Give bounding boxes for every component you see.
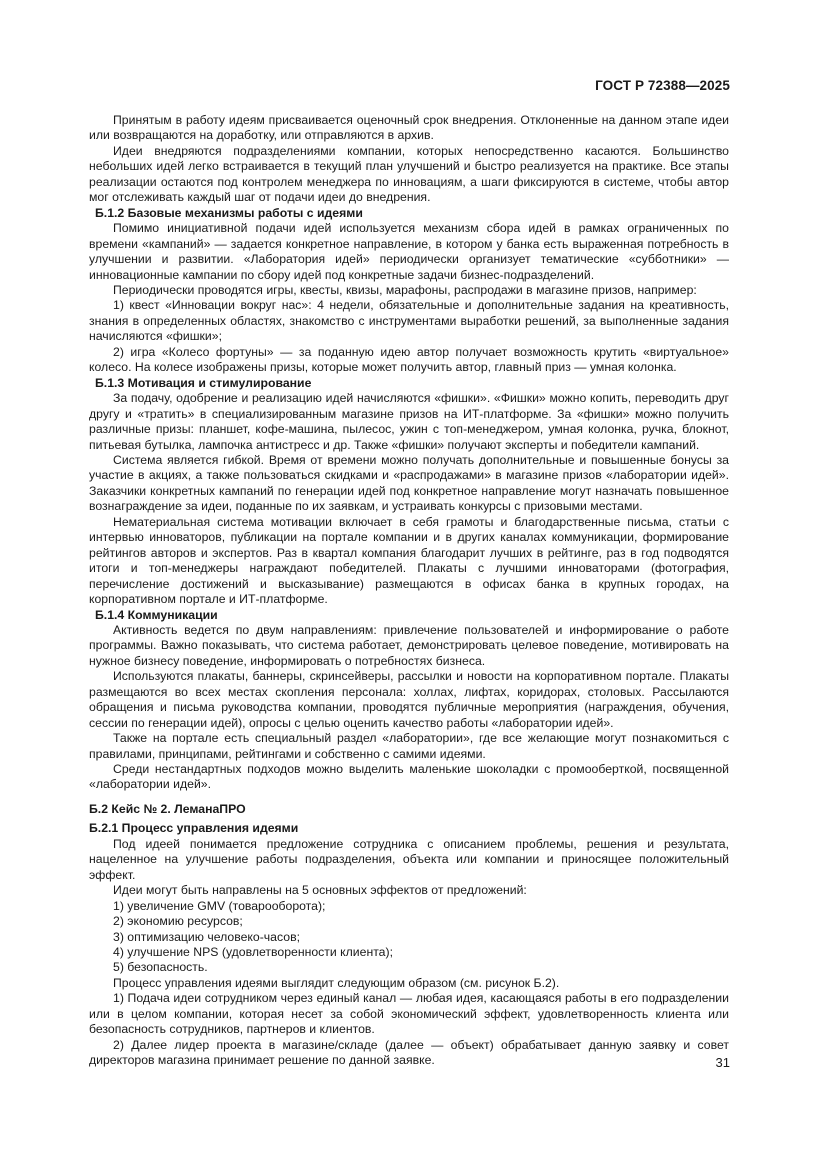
paragraph: Периодически проводятся игры, квесты, квизы, марафоны, распродажи в магазине призов, например: <box>113 282 697 297</box>
section-heading: Б.1.4 Коммуникации <box>95 607 218 622</box>
list-item: 2) экономию ресурсов; <box>113 914 243 929</box>
paragraph: Процесс управления идеями выглядит следующим образом (см. рисунок Б.2). <box>113 975 560 990</box>
paragraph: Используются плакаты, баннеры, скринсейверы, рассылки и новости на корпоративном портале. Плакаты размещаются во всех местах скопления персонала: холлах, лифтах, коридорах, столовых. Рассылаются обращения и письма руководства компании, проводятся публичные мероприятия (награждения, обучения, сессии по генерации идей), опросы с целью оценить качество работы «лаборатории идей». <box>89 669 729 730</box>
list-item: 4) улучшение NPS (удовлетворенности клиента); <box>113 945 393 960</box>
paragraph: Идеи внедряются подразделениями компании, которых непосредственно касаются. Большинство небольших идей легко встраивается в текущий план улучшений и быстро реализуется на практике. Все этапы реализации остаются под контролем менеджера по инновациям, а шаги фиксируются в системе, чтобы автор мог отслеживать каждый шаг от подачи идеи до внедрения. <box>89 143 729 205</box>
list-item: 5) безопасность. <box>113 960 208 975</box>
paragraph: 2) игра «Колесо фортуны» — за поданную идею автор получает возможность крутить «виртуальное» колесо. На колесе изображены призы, которые может получить автор, главный приз — умная колонка. <box>89 344 729 375</box>
section-heading: Б.2.1 Процесс управления идеями <box>89 821 299 836</box>
paragraph: Идеи могут быть направлены на 5 основных эффектов от предложений: <box>113 883 527 898</box>
paragraph: 1) Подача идеи сотрудником через единый канал — любая идея, касающаяся работы в его подразделении или в целом компании, которая несет за собой экономический эффект, удовлетворенность клиента или безопасность сотрудников, партнеров и клиентов. <box>89 991 729 1037</box>
paragraph: Среди нестандартных подходов можно выделить маленькие шоколадки с промооберткой, посвященной «лаборатории идей». <box>89 762 729 792</box>
paragraph: Активность ведется по двум направлениям: привлечение пользователей и информирование о работе программы. Важно показывать, что система работает, демонстрировать целевое поведение, мотивировать на нужное бизнесу поведение, информировать о потребностях бизнеса. <box>89 622 729 668</box>
list-item: 3) оптимизацию человеко-часов; <box>113 929 300 944</box>
paragraph: За подачу, одобрение и реализацию идей начисляются «фишки». «Фишки» можно копить, переводить друг другу и «тратить» в специализированным магазине призов на ИТ-платформе. За «фишки» можно получить различные призы: планшет, кофе-машина, пылесос, ужин с топ-менеджером, умная колонка, ручка, блокнот, питьевая бутылка, лампочка антистресс и др. Также «фишки» получают эксперты и победители кампаний. <box>89 391 729 452</box>
paragraph: Также на портале есть специальный раздел «лаборатории», где все желающие могут познакомиться с правилами, принципами, рейтингами и собственно с самими идеями. <box>89 731 729 761</box>
paragraph: Нематериальная система мотивации включает в себя грамоты и благодарственные письма, статьи с интервью инноваторов, публикации на портале компании и в других каналах коммуникации, формирование рейтингов авторов и экспертов. Раз в квартал компания благодарит лучших в рейтинге, раз в год подводятся итоги и топ-менеджеры награждают победителей. Плакаты с лучшими инноваторами (фотография, перечисление достижений и высказывание) размещаются в офисах банка в крупных городах, на корпоративном портале и ИТ-платформе. <box>89 514 729 607</box>
section-heading: Б.1.2 Базовые механизмы работы с идеями <box>95 205 363 220</box>
paragraph: Принятым в работу идеям присваивается оценочный срок внедрения. Отклоненные на данном этапе идеи или возвращаются на доработку, или отправляются в архив. <box>89 113 729 143</box>
paragraph: 1) квест «Инновации вокруг нас»: 4 недели, обязательные и дополнительные задания на креативность, знания в определенных областях, знакомство с инструментами выработки решений, за выполненные задания начисляются «фишки»; <box>89 298 729 344</box>
paragraph: Система является гибкой. Время от времени можно получать дополнительные и повышенные бонусы за участие в акциях, а также пользоваться скидками и «распродажами» в магазине призов «лаборатории идей». Заказчики конкретных кампаний по генерации идей под конкретное направление могут назначать повышенное вознаграждение за идеи, поданные по их заявкам, и устраивать конкурсы с призовыми местами. <box>89 452 729 514</box>
list-item: 1) увеличение GMV (товарооборота); <box>113 898 326 913</box>
case-heading: Б.2 Кейс № 2. ЛеманаПРО <box>89 801 246 816</box>
section-heading: Б.1.3 Мотивация и стимулирование <box>95 375 312 390</box>
document-code: ГОСТ Р 72388—2025 <box>595 78 730 93</box>
paragraph: Под идеей понимается предложение сотрудника с описанием проблемы, решения и результата, нацеленное на улучшение работы подразделения, объекта или компании и приносящее положительный эффект. <box>89 836 729 882</box>
paragraph: Помимо инициативной подачи идей используется механизм сбора идей в рамках ограниченных по времени «кампаний» — задается конкретное направление, в котором у банка есть выраженная потребность в улучшении и развитии. «Лаборатория идей» периодически организует тематические «субботники» — инновационные кампании по сбору идей под конкретные задачи бизнес-подразделений. <box>89 221 729 282</box>
document-body <box>89 113 729 1069</box>
paragraph: 2) Далее лидер проекта в магазине/складе (далее — объект) обрабатывает данную заявку и совет директоров магазина принимает решение по данной заявке. <box>89 1037 729 1068</box>
page-number: 31 <box>715 1055 730 1070</box>
